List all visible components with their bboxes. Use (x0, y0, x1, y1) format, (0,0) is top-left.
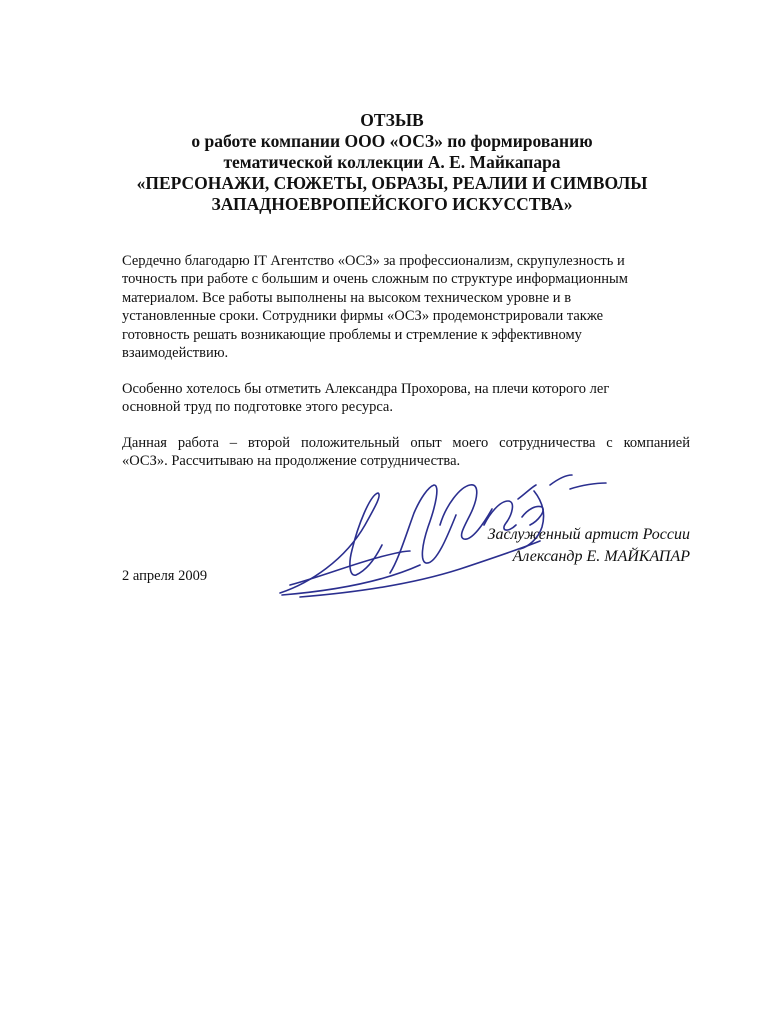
paragraph-line: материалом. Все работы выполнены на высоком техническом уровне и в (122, 289, 572, 306)
paragraph-line: Особенно хотелось бы отметить Александра Прохорова, на плечи которого лег (122, 381, 610, 397)
paragraph-line: основной труд по подготовке этого ресурса. (122, 399, 393, 416)
signature-block (488, 524, 690, 568)
paragraph-line: «ОСЗ». Рассчитываю на продолжение сотрудничества. (122, 453, 461, 470)
paragraph-line: Данная работа – второй положительный опыт моего сотрудничества с компанией (122, 435, 690, 451)
paragraph-line: Сердечно благодарю IT Агентство «ОСЗ» за профессионализм, скрупулезность и (122, 253, 625, 269)
letter-date: 2 апреля 2009 (122, 568, 208, 584)
letter-heading (100, 110, 684, 215)
signer-name: Александр Е. МАЙКАПАР (512, 548, 690, 565)
paragraph-gratitude (122, 252, 690, 362)
heading-line-2: о работе компании ООО «ОСЗ» по формированию (191, 131, 593, 151)
signer-honorific: Заслуженный артист России (487, 526, 690, 543)
heading-line-3: тематической коллекции А. Е. Майкапара (223, 152, 561, 172)
paragraph-acknowledgement (122, 380, 690, 417)
heading-line-5: ЗАПАДНОЕВРОПЕЙСКОГО ИСКУССТВА» (211, 194, 573, 214)
paragraph-line: готовность решать возникающие проблемы и стремление к эффективному (122, 326, 582, 343)
paragraph-line: точность при работе с большим и очень сложным по структуре информационным (122, 271, 628, 288)
paragraph-line: установленные сроки. Сотрудники фирмы «ОСЗ» продемонстрировали также (122, 308, 604, 325)
paragraph-line: взаимодействию. (122, 345, 229, 362)
letter-title: ОТЗЫВ (360, 110, 424, 130)
heading-line-4: «ПЕРСОНАЖИ, СЮЖЕТЫ, ОБРАЗЫ, РЕАЛИИ И СИМВОЛЫ (136, 173, 648, 193)
